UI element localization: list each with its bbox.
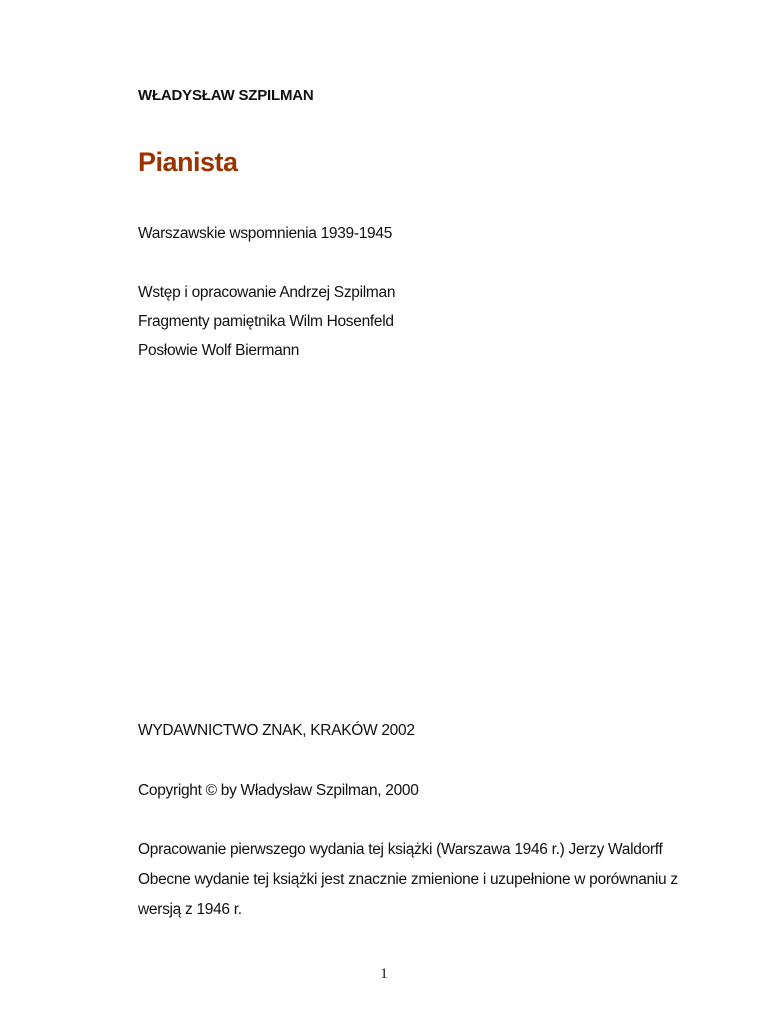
credit-afterword: Posłowie Wolf Biermann [138, 342, 300, 359]
edition-note-line: wersją z 1946 r. [138, 901, 242, 918]
credit-introduction: Wstęp i opracowanie Andrzej Szpilman [138, 284, 396, 301]
edition-note-line: Opracowanie pierwszego wydania tej książki (Warszawa 1946 r.) Jerzy Waldorff [138, 841, 663, 858]
credit-diary-fragments: Fragmenty pamiętnika Wilm Hosenfeld [138, 313, 394, 330]
edition-note-line: Obecne wydanie tej książki jest znacznie zmienione i uzupełnione w porównaniu z [138, 871, 678, 888]
page-number: 1 [380, 966, 388, 982]
book-subtitle: Warszawskie wspomnienia 1939-1945 [138, 225, 393, 242]
book-title: Pianista [138, 147, 238, 177]
publisher-line: WYDAWNICTWO ZNAK, KRAKÓW 2002 [138, 722, 415, 739]
author-name: WŁADYSŁAW SZPILMAN [138, 87, 314, 104]
copyright-line: Copyright © by Władysław Szpilman, 2000 [138, 782, 419, 799]
